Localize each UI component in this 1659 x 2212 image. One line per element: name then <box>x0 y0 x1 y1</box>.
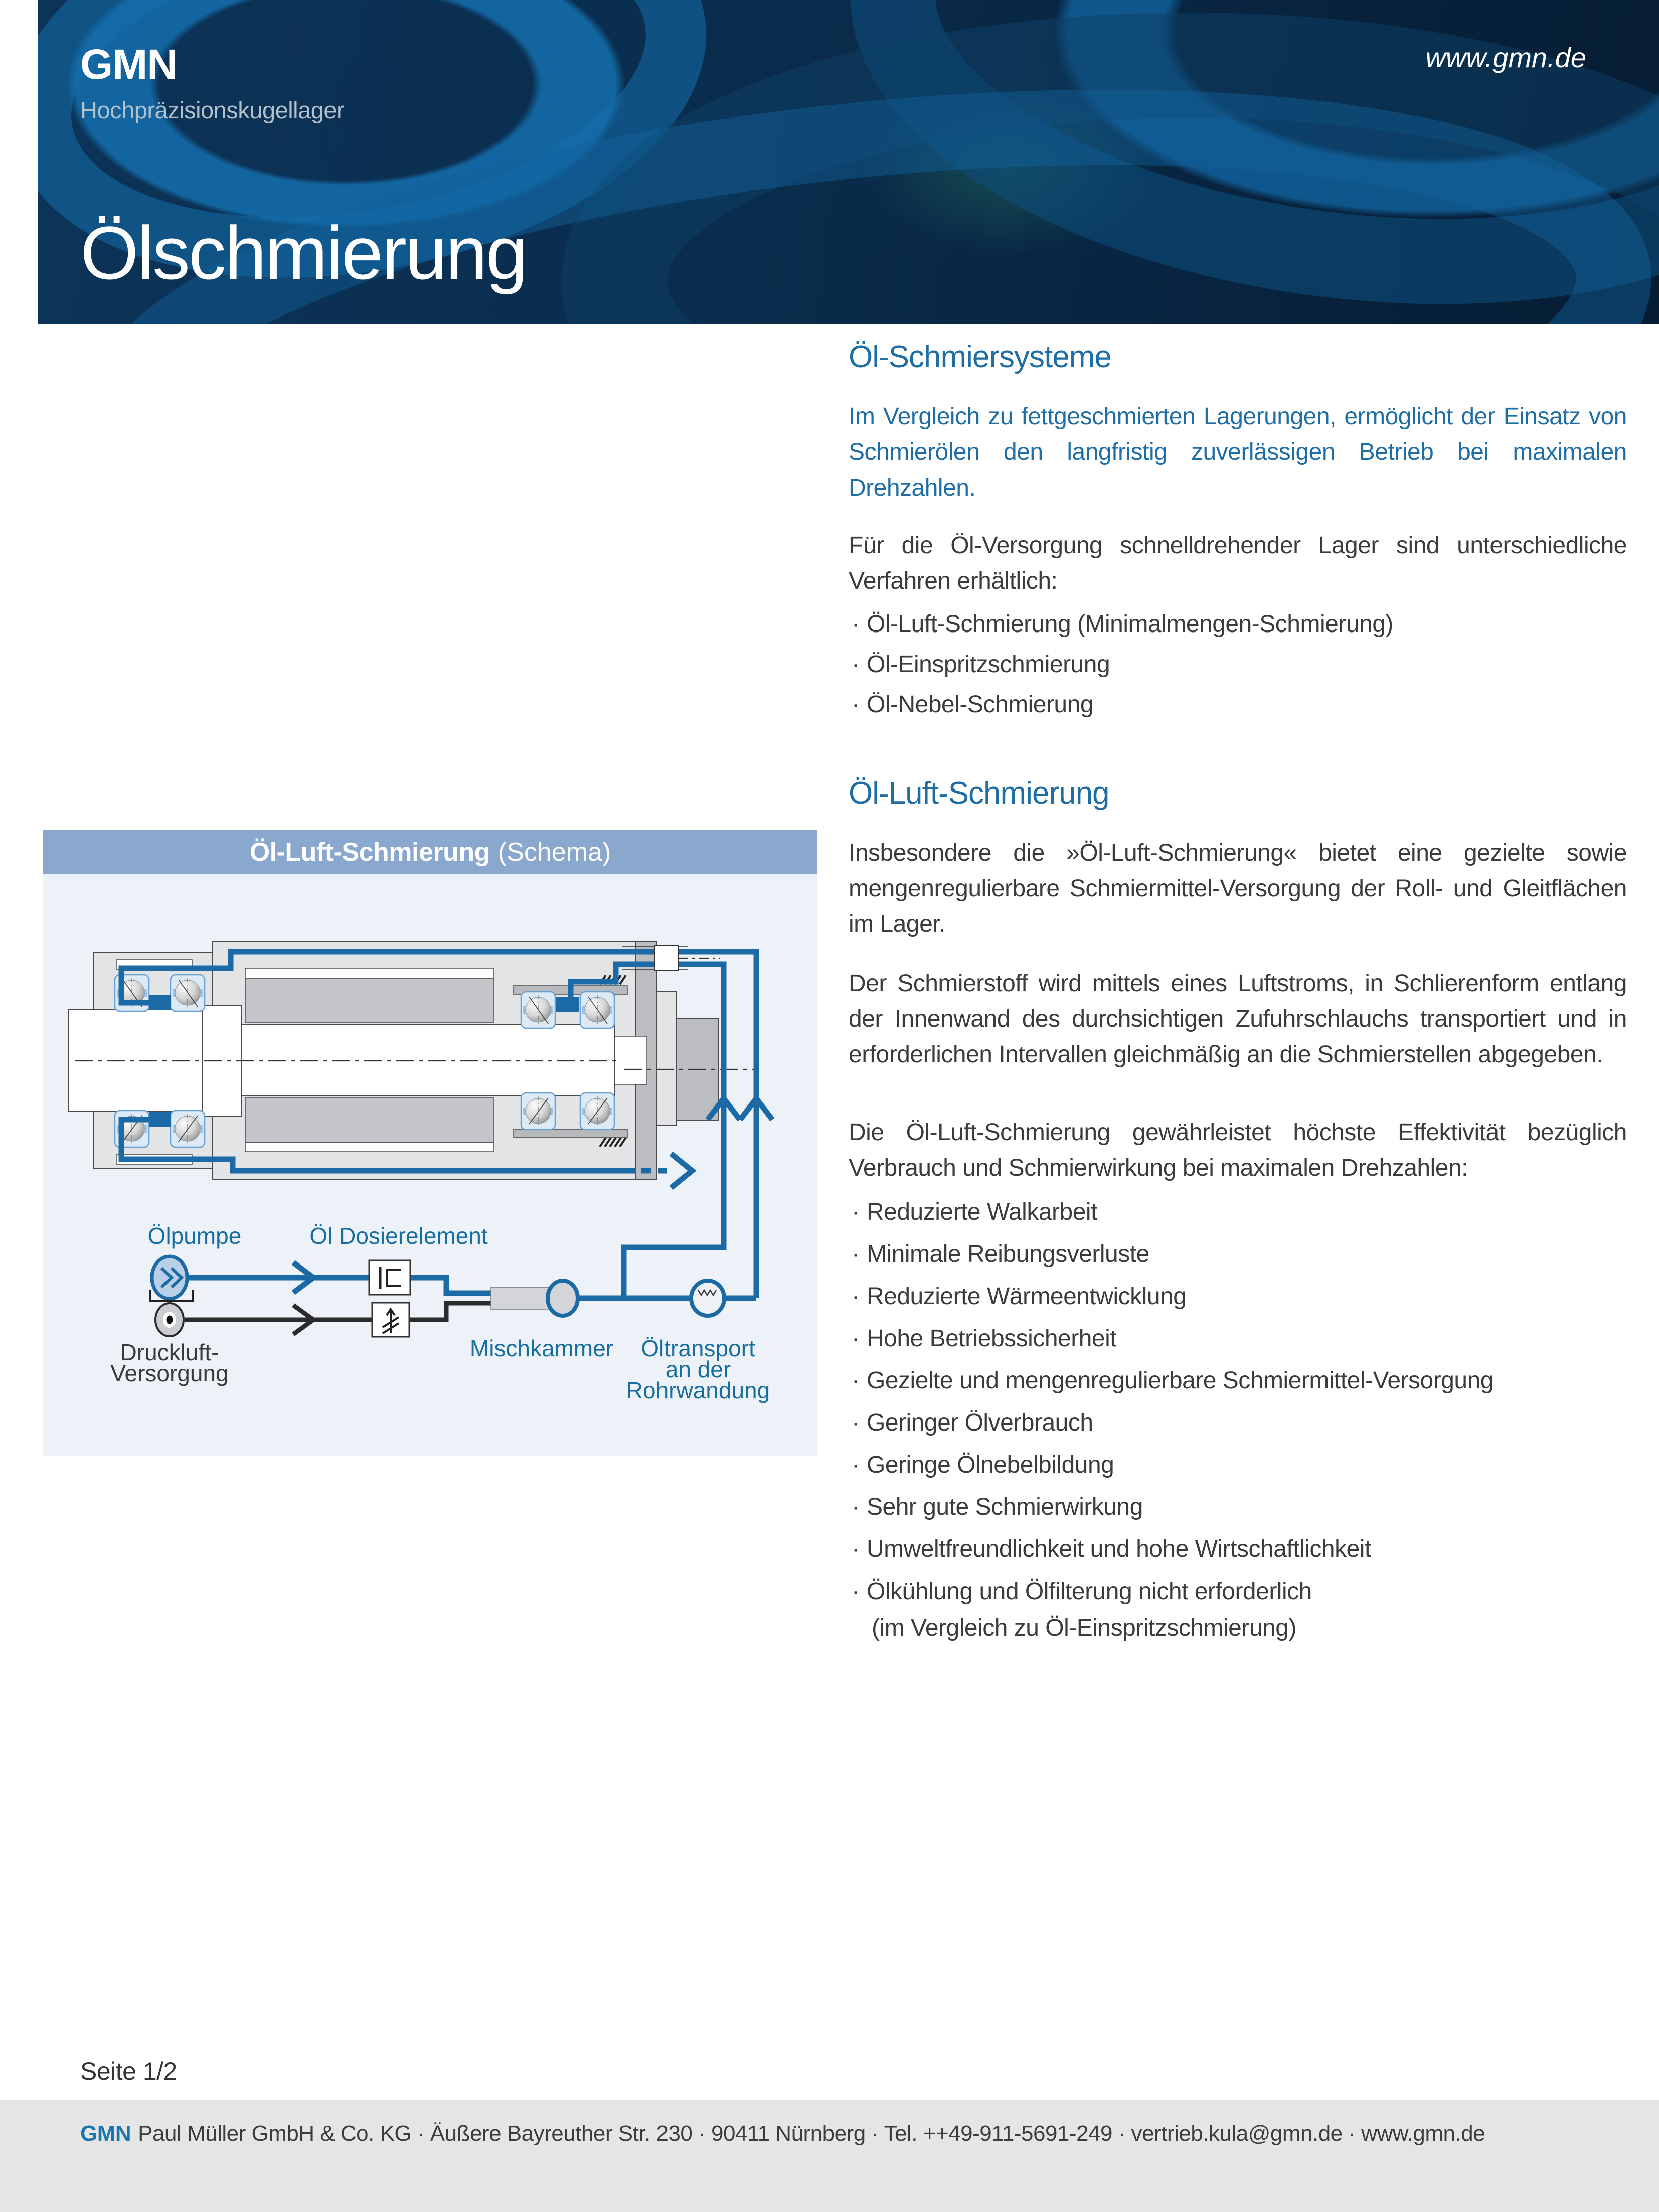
list-item <box>849 1276 1627 1318</box>
footer-contact-line <box>80 2121 1485 2146</box>
oiltransport-label-line2: an der <box>665 1356 731 1382</box>
list-item <box>849 1486 1627 1528</box>
intro-paragraph: Im Vergleich zu fettgeschmierten Lagerungen, ermöglicht der Einsatz von Schmierölen den langfristig zuverlässigen Betrieb bei maximalen Drehzahlen. <box>849 403 1627 501</box>
spindle-lubrication-diagram <box>43 874 817 1456</box>
bullet-glyph: · <box>852 1494 860 1520</box>
list-item <box>849 1444 1627 1486</box>
benefit-note: (im Vergleich zu Öl-Einspritzschmierung) <box>872 1615 1296 1641</box>
methods-paragraph: Für die Öl-Versorgung schnelldrehender Lager sind unterschiedliche Verfahren erhältlich: <box>849 532 1627 594</box>
list-item-label: Ölkühlung und Ölfilterung nicht erforderlich <box>867 1578 1312 1605</box>
bullet-glyph: · <box>852 1409 860 1436</box>
supply-schematic <box>150 1256 756 1337</box>
oiltransport-label-line1: Öltransport <box>641 1335 755 1361</box>
oil-dosing-element-icon <box>369 1260 410 1295</box>
list-item <box>849 1528 1627 1570</box>
list-item <box>849 685 1627 725</box>
oil-air-paragraph-1: Insbesondere die »Öl-Luft-Schmierung« bietet eine gezielte sowie mengenregulierbare Schmiermittel-Versorgung der Roll- und Gleitflächen im Lager. <box>849 840 1627 937</box>
bullet-glyph: · <box>852 1199 860 1225</box>
list-item <box>849 1318 1627 1360</box>
footer-company-text: Paul Müller GmbH & Co. KG · Äußere Bayreuther Str. 230 · 90411 Nürnberg · Tel. ++49-911-5691-249 · vertrieb.kula@gmn.de · www.gmn.de <box>138 2121 1485 2146</box>
benefits-list <box>849 1191 1627 1644</box>
list-item-label: Sehr gute Schmierwirkung <box>867 1494 1143 1520</box>
list-item <box>849 1360 1627 1402</box>
list-item-label: Geringe Ölnebelbildung <box>867 1452 1114 1478</box>
list-item <box>849 1191 1627 1233</box>
company-tagline: Hochpräzisionskugellager <box>80 97 345 123</box>
bearing-icon <box>171 1111 205 1147</box>
footer-gmn-logo: GMN <box>80 2121 131 2146</box>
footer-bar <box>0 2100 1659 2212</box>
bullet-glyph: · <box>852 1536 860 1562</box>
list-item-label: Öl-Luft-Schmierung (Minimalmengen-Schmierung) <box>867 611 1393 638</box>
oil-transport-icon <box>691 1281 724 1316</box>
pump-label: Ölpumpe <box>147 1223 242 1249</box>
exhaust-arrow <box>671 1154 692 1188</box>
schema-panel-header <box>43 830 817 874</box>
list-item-label: Gezielte und mengenregulierbare Schmiermittel-Versorgung <box>867 1367 1494 1394</box>
compressed-air-icon <box>155 1303 184 1336</box>
schema-panel <box>43 830 817 1456</box>
bullet-glyph: · <box>852 651 860 678</box>
bearing-icon <box>580 1093 614 1130</box>
list-item-label: Geringer Ölverbrauch <box>867 1409 1093 1436</box>
list-item-label: Hohe Betriebssicherheit <box>867 1325 1117 1352</box>
bullet-glyph: · <box>852 691 860 718</box>
schema-title: Öl-Luft-Schmierung <box>249 838 490 867</box>
bearing-icon <box>521 1093 555 1130</box>
oil-air-paragraph-2: Der Schmierstoff wird mittels eines Luftstroms, in Schlierenform entlang der Innenwand des durchsichtigen Zufuhrschlauchs transportiert und in erforderlichen Intervallen gleichmäßig an die Schmierstellen abgegeben. <box>849 970 1627 1068</box>
section-heading-oil-systems: Öl-Schmiersysteme <box>849 340 1111 374</box>
bullet-glyph: · <box>852 1578 860 1605</box>
mix-label: Mischkammer <box>469 1335 614 1361</box>
list-item <box>849 645 1627 685</box>
page-title: Ölschmierung <box>80 211 527 295</box>
dosing-label: Öl Dosierelement <box>309 1223 488 1249</box>
list-item-label: Umweltfreundlichkeit und hohe Wirtschaftlichkeit <box>867 1536 1371 1562</box>
bullet-glyph: · <box>852 1452 860 1478</box>
bearing-icon <box>521 992 555 1028</box>
oil-pump-icon <box>150 1256 193 1301</box>
website-url: www.gmn.de <box>1425 42 1586 73</box>
bullet-glyph: · <box>852 1325 860 1352</box>
air-label-line2: Versorgung <box>110 1360 229 1386</box>
schema-panel-body <box>43 874 817 1456</box>
list-item <box>849 1402 1627 1444</box>
oiltransport-label-line3: Rohrwandung <box>626 1377 770 1403</box>
bullet-glyph: · <box>852 1283 860 1310</box>
bearing-icon <box>171 975 205 1011</box>
list-item-label: Reduzierte Walkarbeit <box>867 1199 1097 1225</box>
schema-title-suffix: (Schema) <box>497 838 611 867</box>
list-item <box>849 1233 1627 1276</box>
list-item <box>849 1570 1627 1644</box>
mixing-chamber-icon <box>491 1281 578 1316</box>
air-label-line1: Druckluft- <box>120 1339 219 1365</box>
bearing-icon <box>580 992 614 1028</box>
methods-list <box>849 604 1627 725</box>
list-item-label: Öl-Nebel-Schmierung <box>867 691 1094 718</box>
bullet-glyph: · <box>852 611 860 638</box>
gmn-logo: GMN <box>80 41 177 88</box>
header-banner <box>38 0 1659 324</box>
list-item-label: Öl-Einspritzschmierung <box>867 651 1110 678</box>
bullet-glyph: · <box>852 1367 860 1394</box>
air-valve-icon <box>372 1303 409 1337</box>
list-item-label: Minimale Reibungsverluste <box>867 1241 1149 1268</box>
section-heading-oil-air: Öl-Luft-Schmierung <box>849 776 1109 811</box>
page-number: Seite 1/2 <box>80 2057 177 2085</box>
oil-air-paragraph-3: Die Öl-Luft-Schmierung gewährleistet höchste Effektivität bezüglich Verbrauch und Schmierwirkung bei maximalen Drehzahlen: <box>849 1119 1627 1181</box>
list-item-label: Reduzierte Wärmeentwicklung <box>867 1283 1187 1310</box>
list-item <box>849 604 1627 645</box>
bullet-glyph: · <box>852 1241 860 1268</box>
